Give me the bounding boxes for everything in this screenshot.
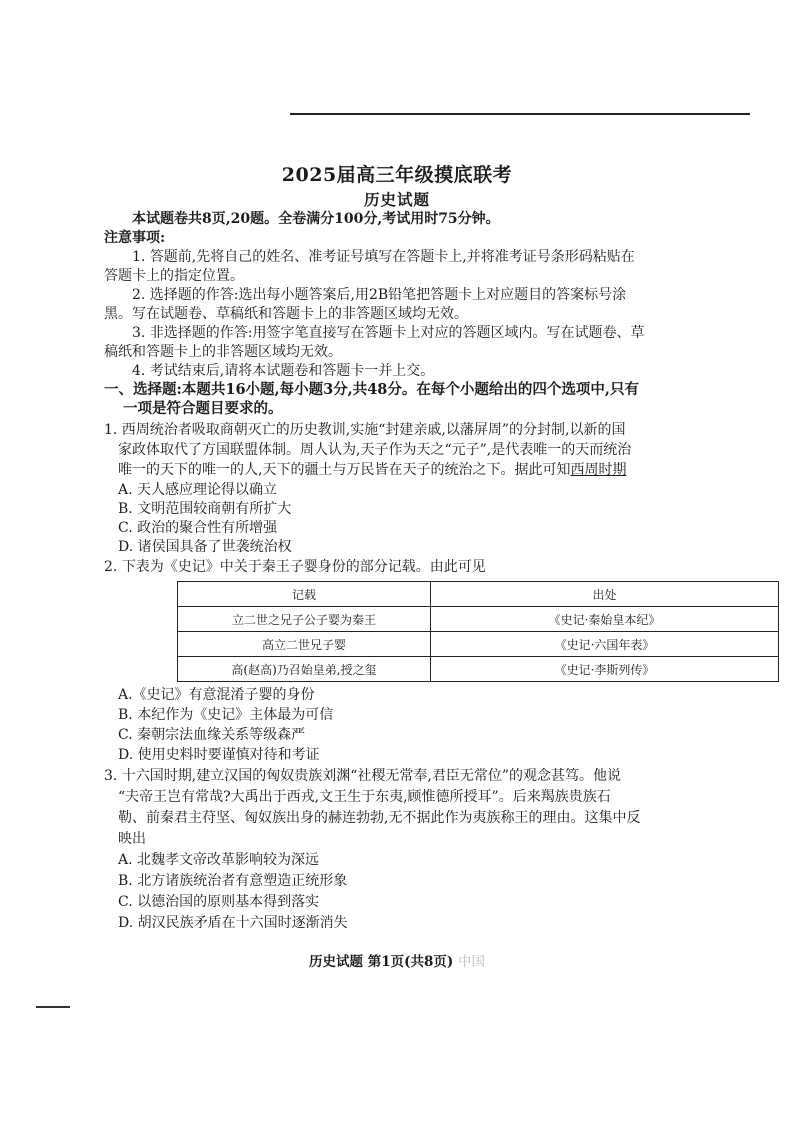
q2-option-c: C. 秦朝宗法血缘关系等级森严 bbox=[118, 727, 306, 743]
notice-item-3-line-2: 稿纸和答题卡上的非答题区域均无效。 bbox=[104, 344, 342, 360]
table-row bbox=[178, 632, 779, 657]
q3-stem-line-4: 映出 bbox=[118, 831, 146, 847]
exam-title: 2025届高三年级摸底联考 bbox=[281, 164, 513, 186]
q1-stem-line-1: 1. 西周统治者吸取商朝灭亡的历史教训,实施“封建亲戚,以藩屏周”的分封制,以新的国 bbox=[104, 422, 626, 438]
notice-heading: 注意事项: bbox=[104, 230, 166, 246]
q2-option-d: D. 使用史料时要谨慎对待和考证 bbox=[118, 747, 320, 763]
footer-page-number: 历史试题 第1页(共8页) bbox=[309, 954, 454, 970]
q2-option-b: B. 本纪作为《史记》主体最为可信 bbox=[118, 707, 334, 723]
table-header-source: 出处 bbox=[431, 582, 779, 607]
q1-option-a: A. 天人感应理论得以确立 bbox=[118, 482, 278, 498]
q3-stem-line-1: 3. 十六国时期,建立汉国的匈奴贵族刘渊“社稷无常奉,君臣无常位”的观念甚笃。他说 bbox=[104, 768, 622, 784]
table-cell-record: 高(赵高)乃召始皇弟,授之玺 bbox=[178, 657, 431, 682]
notice-item-3-line-1: 3. 非选择题的作答:用签字笔直接写在答题卡上对应的答题区域内。写在试题卷、草 bbox=[132, 325, 645, 341]
q2-option-a: A.《史记》有意混淆子婴的身份 bbox=[118, 687, 315, 703]
notice-item-1-line-2: 答题卡上的指定位置。 bbox=[104, 268, 244, 284]
page-footer bbox=[0, 950, 794, 970]
top-rule bbox=[290, 113, 750, 115]
table-row bbox=[178, 657, 779, 682]
q1-option-c: C. 政治的聚合性有所增强 bbox=[118, 520, 278, 536]
section-heading-line-1: 一、选择题:本题共16小题,每小题3分,共48分。在每个小题给出的四个选项中,只有 bbox=[104, 381, 639, 398]
exam-subtitle: 历史试题 bbox=[363, 190, 430, 209]
q1-stem-line-2: 家政体取代了方国联盟体制。周人认为,天子作为天之“元子”,是代表唯一的天而统治 bbox=[118, 442, 632, 458]
q3-option-c: C. 以德治国的原则基本得到落实 bbox=[118, 894, 320, 910]
notice-item-4: 4. 考试结束后,请将本试题卷和答题卡一并上交。 bbox=[132, 363, 435, 379]
notice-item-2-line-1: 2. 选择题的作答:选出每小题答案后,用2B铅笔把答题卡上对应题目的答案标号涂 bbox=[132, 287, 627, 303]
q1-stem-underlined: 西周时期 bbox=[570, 462, 627, 478]
q1-option-b: B. 文明范围较商朝有所扩大 bbox=[118, 501, 292, 517]
table-cell-record: 高立二世兄子婴 bbox=[178, 632, 431, 657]
exam-info: 本试题卷共8页,20题。全卷满分100分,考试用时75分钟。 bbox=[132, 211, 500, 227]
notice-item-2-line-2: 黑。写在试题卷、草稿纸和答题卡上的非答题区域均无效。 bbox=[104, 306, 468, 322]
q2-record-table bbox=[177, 581, 779, 682]
table-row bbox=[178, 607, 779, 632]
q2-stem: 2. 下表为《史记》中关于秦王子婴身份的部分记载。由此可见 bbox=[104, 559, 486, 575]
q3-option-d: D. 胡汉民族矛盾在十六国时逐渐消失 bbox=[118, 915, 348, 931]
table-cell-record: 立二世之兄子公子婴为秦王 bbox=[178, 607, 431, 632]
q1-stem-line-3 bbox=[118, 460, 626, 480]
q3-stem-line-3: 勒、前秦君主苻坚、匈奴族出身的赫连勃勃,无不据此作为夷族称王的理由。这集中反 bbox=[118, 810, 641, 826]
q1-option-d: D. 诸侯国具备了世袭统治权 bbox=[118, 539, 292, 555]
q3-option-a: A. 北魏孝文帝改革影响较为深远 bbox=[118, 852, 320, 868]
scan-mark bbox=[36, 1006, 70, 1008]
table-header-record: 记载 bbox=[178, 582, 431, 607]
section-heading-line-2: 一项是符合题目要求的。 bbox=[123, 400, 283, 417]
notice-item-1-line-1: 1. 答题前,先将自己的姓名、准考证号填写在答题卡上,并将准考证号条形码粘贴在 bbox=[132, 249, 635, 265]
table-cell-source: 《史记·李斯列传》 bbox=[431, 657, 779, 682]
footer-watermark: 中国 bbox=[457, 954, 485, 970]
table-header-row bbox=[178, 582, 779, 607]
q3-option-b: B. 北方诸族统治者有意塑造正统形象 bbox=[118, 873, 348, 889]
q3-stem-line-2: “夫帝王岂有常哉?大禹出于西戎,文王生于东夷,顾惟德所授耳”。后来羯族贵族石 bbox=[118, 789, 611, 805]
q1-stem-line-3-text: 唯一的天下的唯一的人,天下的疆土与万民皆在天子的统治之下。据此可知 bbox=[118, 462, 571, 478]
table-cell-source: 《史记·秦始皇本纪》 bbox=[431, 607, 779, 632]
table-cell-source: 《史记·六国年表》 bbox=[431, 632, 779, 657]
